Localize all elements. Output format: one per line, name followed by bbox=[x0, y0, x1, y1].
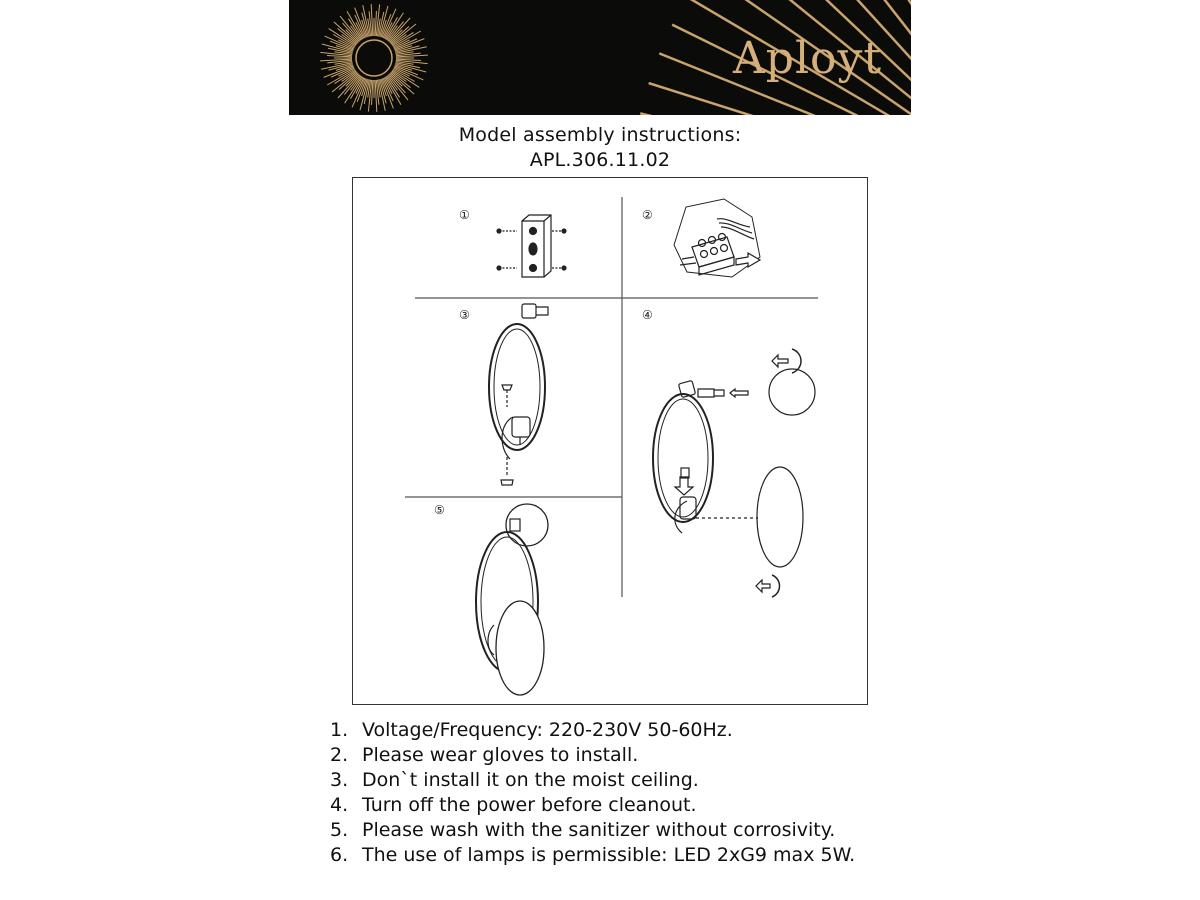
lamp-assembly-step4-illustration bbox=[653, 349, 815, 597]
corner-ray bbox=[640, 113, 911, 115]
step-marker-1: ① bbox=[459, 208, 470, 222]
step-marker-5: ⑤ bbox=[434, 503, 445, 517]
model-number: APL.306.11.02 bbox=[529, 149, 671, 171]
terminal-block-illustration bbox=[674, 199, 760, 277]
mounting-bracket-illustration bbox=[497, 215, 566, 277]
diagram-frame bbox=[353, 178, 868, 705]
step-marker-4: ④ bbox=[642, 308, 653, 322]
step-marker-2: ② bbox=[642, 208, 653, 222]
sun-icon bbox=[356, 40, 392, 76]
instruction-item: 1. Voltage/Frequency: 220-230V 50-60Hz. bbox=[330, 719, 733, 741]
document-title: Model assembly instructions: bbox=[458, 124, 742, 146]
lamp-assembly-step3-illustration bbox=[489, 304, 548, 485]
instructions-list bbox=[330, 718, 855, 868]
brand-banner bbox=[289, 0, 911, 115]
disc-shade bbox=[757, 467, 803, 567]
assembled-lamp-illustration bbox=[476, 504, 548, 695]
instruction-item: 3. Don`t install it on the moist ceiling. bbox=[330, 769, 699, 791]
assembly-diagram bbox=[352, 177, 868, 705]
brand-logo-text: Aployt bbox=[733, 33, 883, 84]
instruction-item: 2. Please wear gloves to install. bbox=[330, 744, 639, 766]
glass-sphere-shade bbox=[769, 369, 815, 415]
instruction-item: 6. The use of lamps is permissible: LED 2xG9 max 5W. bbox=[330, 844, 856, 866]
instruction-item: 4. Turn off the power before cleanout. bbox=[330, 794, 697, 816]
instruction-item: 5. Please wash with the sanitizer without corrosivity. bbox=[330, 819, 836, 841]
step-marker-3: ③ bbox=[459, 308, 470, 322]
